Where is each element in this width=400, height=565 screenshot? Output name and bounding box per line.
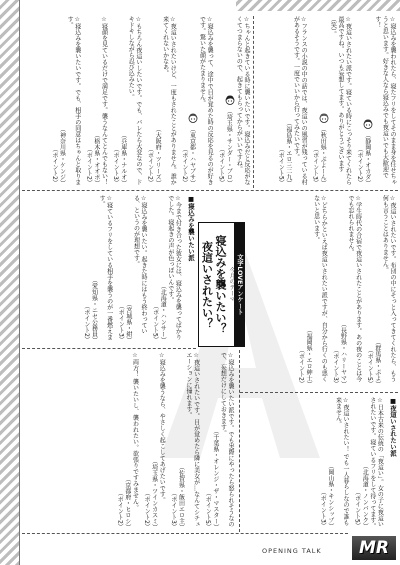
letter-author: （兵庫県・ナルオ） [119,132,127,186]
footer-magazine-logo: MR [352,536,396,560]
letter-author: （神奈川県・ケンジ） [58,126,66,186]
letter-text: ☆寝ているフリをしている相手を襲うのが一番燃えます。 [98,195,113,340]
letter-card [311,16,351,186]
letter-text: ☆寝込みを襲われたら、寝たフリをしてそのまま身を任せちゃうと思います。好きな人なら寝込みでも夜這いでも大歓迎です！ [373,16,396,185]
letter-points: （ポイント5） [366,347,374,387]
section-divider [22,348,196,349]
letter-card [331,195,361,387]
letter-card [319,397,349,529]
section-header: ■寝込みを襲いたい派 [187,195,195,261]
letter-author: （福岡県・エロ紳士） [305,327,313,387]
letter-author: （岡山県・キンシップ） [326,463,334,529]
letter-card [116,352,139,530]
letter-points: （ポイント3） [117,303,125,343]
letter-author: （北海道・ハンサー） [159,283,167,343]
letter-card [366,195,396,387]
letter-author-name: （静岡県・オカダ） [363,132,371,186]
letter-author [225,16,235,186]
letter-card [217,16,250,186]
letter-text: ☆寝込みを襲いたいです。でも、相手の同意はちゃんと取ります。 [66,16,81,185]
letters-section-top-left [24,16,250,186]
letter-author [319,16,329,186]
survey-title-box [198,222,245,347]
letter-text: ☆夜這いされたい派です。寝ている時にこっそり来てくれたら最高ですね。いつも妄想してます。ありがとうございます（笑）。 [329,16,352,185]
letter-text: ☆日本古来の伝統の「夜這い」。女の子に夜這いされたいです。寝ているフリをして待ってます。 [368,397,384,529]
letter-author-name: （東京都・ハヤブサ） [188,126,196,186]
left-stripe-border [0,0,20,565]
letter-author [363,16,373,186]
letter-author: （埼玉県・ツインカスミ） [150,458,158,530]
letters-section-bottom-right [242,397,396,529]
letter-author [188,16,198,186]
letter-points: （ポイント3） [112,146,120,186]
letter-text: ☆もちろん夜這いしたいです。でも、バレたら大変なので、ドキドキしながら忍び込みたい。 [127,16,142,185]
letters-section-top-right [256,16,396,186]
letter-card [142,352,165,530]
letter-text: ☆寝込みを襲うなら、やさしく起こしてあげたいです。 [158,352,166,503]
theme-question-2: 夜這いされたい？ [200,240,214,329]
letter-points: （ポイント5） [151,303,159,343]
letter-text: ☆寝顔を見ているだけで満足です。襲うなんてとんでもない！ [100,16,108,185]
section-divider [240,392,398,393]
letter-points: （ポイント3） [331,347,339,387]
letter-text: ☆夜這いされたいです。布団の中にそっと入ってきてくれたら、もう何も言うことはありません。 [381,195,396,382]
letter-points: （ポイント2） [50,146,58,186]
section-header: ■夜這いされたい派 [389,397,397,457]
letter-text: ☆寝込みを襲いたい。起きた時にはもう終わっている、というのが理想です。 [132,195,148,334]
letter-author: （群馬県・ぷよ） [373,339,381,387]
letter-author: （大阪府・ツリーズ） [154,126,162,186]
letter-text: ☆両方！ 襲いたいし、襲われたい。欲張りですみません。 [131,352,139,511]
column-label: 文字LOVEアンケート [234,223,244,346]
letter-text: ☆夜這いされたいけど、一度もされたことがありません。誰か来てくれないかなあ。 [161,16,177,185]
letter-points: （ポイント5） [277,146,285,186]
theme-label: 今月のテーマ [228,267,234,302]
letter-author-name: （埼玉県・サンダー・ブロ） [225,108,233,186]
reader-avatar-icon [188,112,198,124]
letter-card [356,16,396,186]
section-divider [239,350,240,532]
letter-points: （ポイント2） [82,303,90,343]
letter-author: （福島県・エロ三二九） [284,120,292,186]
letter-text: ☆寝込みを襲いたい派です。でも実際にやったら怒られそうなので、妄想だけにしておきます。 [219,352,234,527]
letter-card [151,195,181,343]
letter-author: （千葉県・オレンジ・ザ・マスター） [211,428,219,530]
letter-card [180,16,213,186]
letter-text: ☆夜這いされたいです。目が覚めたら隣に美女が…なんてシチュエーションに憧れます。 [185,352,200,527]
letter-card [146,16,176,186]
section-divider [22,190,398,191]
letters-section-middle-left [24,195,194,343]
letter-card [85,16,108,186]
letter-text: ☆寝込みを襲って、途中で目が覚めた時の反応を見るのが好きです。驚いた顔がたまりません。 [198,16,214,185]
letter-card [117,195,147,343]
letter-points: （ポイント5） [217,146,225,186]
letter-points: （ポイント2） [356,146,364,186]
letter-card [82,195,112,343]
section-divider [253,16,254,188]
letter-card [297,195,327,387]
letter-points: （ポイント5） [204,490,212,530]
letter-points: （ポイント3） [169,490,177,530]
reader-avatar-icon [363,118,373,130]
letter-author: （北海道・ノンバンク） [361,463,369,529]
letter-text: ☆ちゃんと起きている時に襲いたいです。寝込みだと反応がなくてつまらないので、起きてもらってからがいいですね。 [235,16,250,185]
letter-points: （ポイント2） [180,146,188,186]
letter-points: （ポイント2） [146,146,154,186]
letter-author: （佐賀県・飯田エロ主） [177,464,185,530]
letter-author: （愛知県・ニセ公務員） [90,277,98,343]
letter-card [277,16,307,186]
letter-points: （ポイント2） [297,347,305,387]
letter-author: （宮城県・紺） [124,301,132,343]
letter-points: （ポイント3） [319,489,327,529]
letter-points: （ポイント5） [353,489,361,529]
letter-card [169,352,199,530]
letter-points: （ポイント2） [143,490,151,530]
reader-avatar-icon [319,112,329,124]
letter-card [112,16,142,186]
letter-author: （京都府・ヒロシ） [123,476,131,530]
letter-text: ☆どちらかといえば夜這いされたい派ですが、自分から行くのも悪くないと思います。 [312,195,328,382]
letters-section-middle-right [252,195,396,387]
letter-author: （長野県・ハリーヤマ） [339,321,347,387]
letter-card [353,397,383,529]
letter-points: （ポイント2） [116,490,124,530]
letter-text: ☆学生時代の合宿で夜這いされたことがあります。あの夜のことは今でも忘れられません。 [347,195,362,382]
letters-section-bottom-left [24,352,234,530]
letter-text: ☆今まで付き合った彼女には、寝込みを襲ってばかりでした。寝起きの声が色っぽいんです。 [166,195,182,340]
letter-text: ☆夜這いされたい！ でも一人暮らしなので誰も来ません。 [334,397,350,526]
footer-section-label: OPENING TALK [262,547,322,555]
letter-author: （栃木県・オオポ） [92,132,100,186]
letter-points: （ポイント2） [85,146,93,186]
letter-points: （ポイント3） [311,146,319,186]
theme-question-1: 寝込みを襲いたい？ [214,235,227,334]
reader-avatar-icon [225,94,235,106]
letter-card [204,352,234,530]
section-divider [22,533,348,534]
letter-card [50,16,80,186]
letter-text: ☆フランスの小説の中の話では、夜這いの風習が残っている村があるそうです。一度でいいから行ってみたいです。 [292,16,308,185]
top-stripe-border [236,0,400,11]
letter-author-name: （秋田県・ぷよーん） [319,126,327,186]
